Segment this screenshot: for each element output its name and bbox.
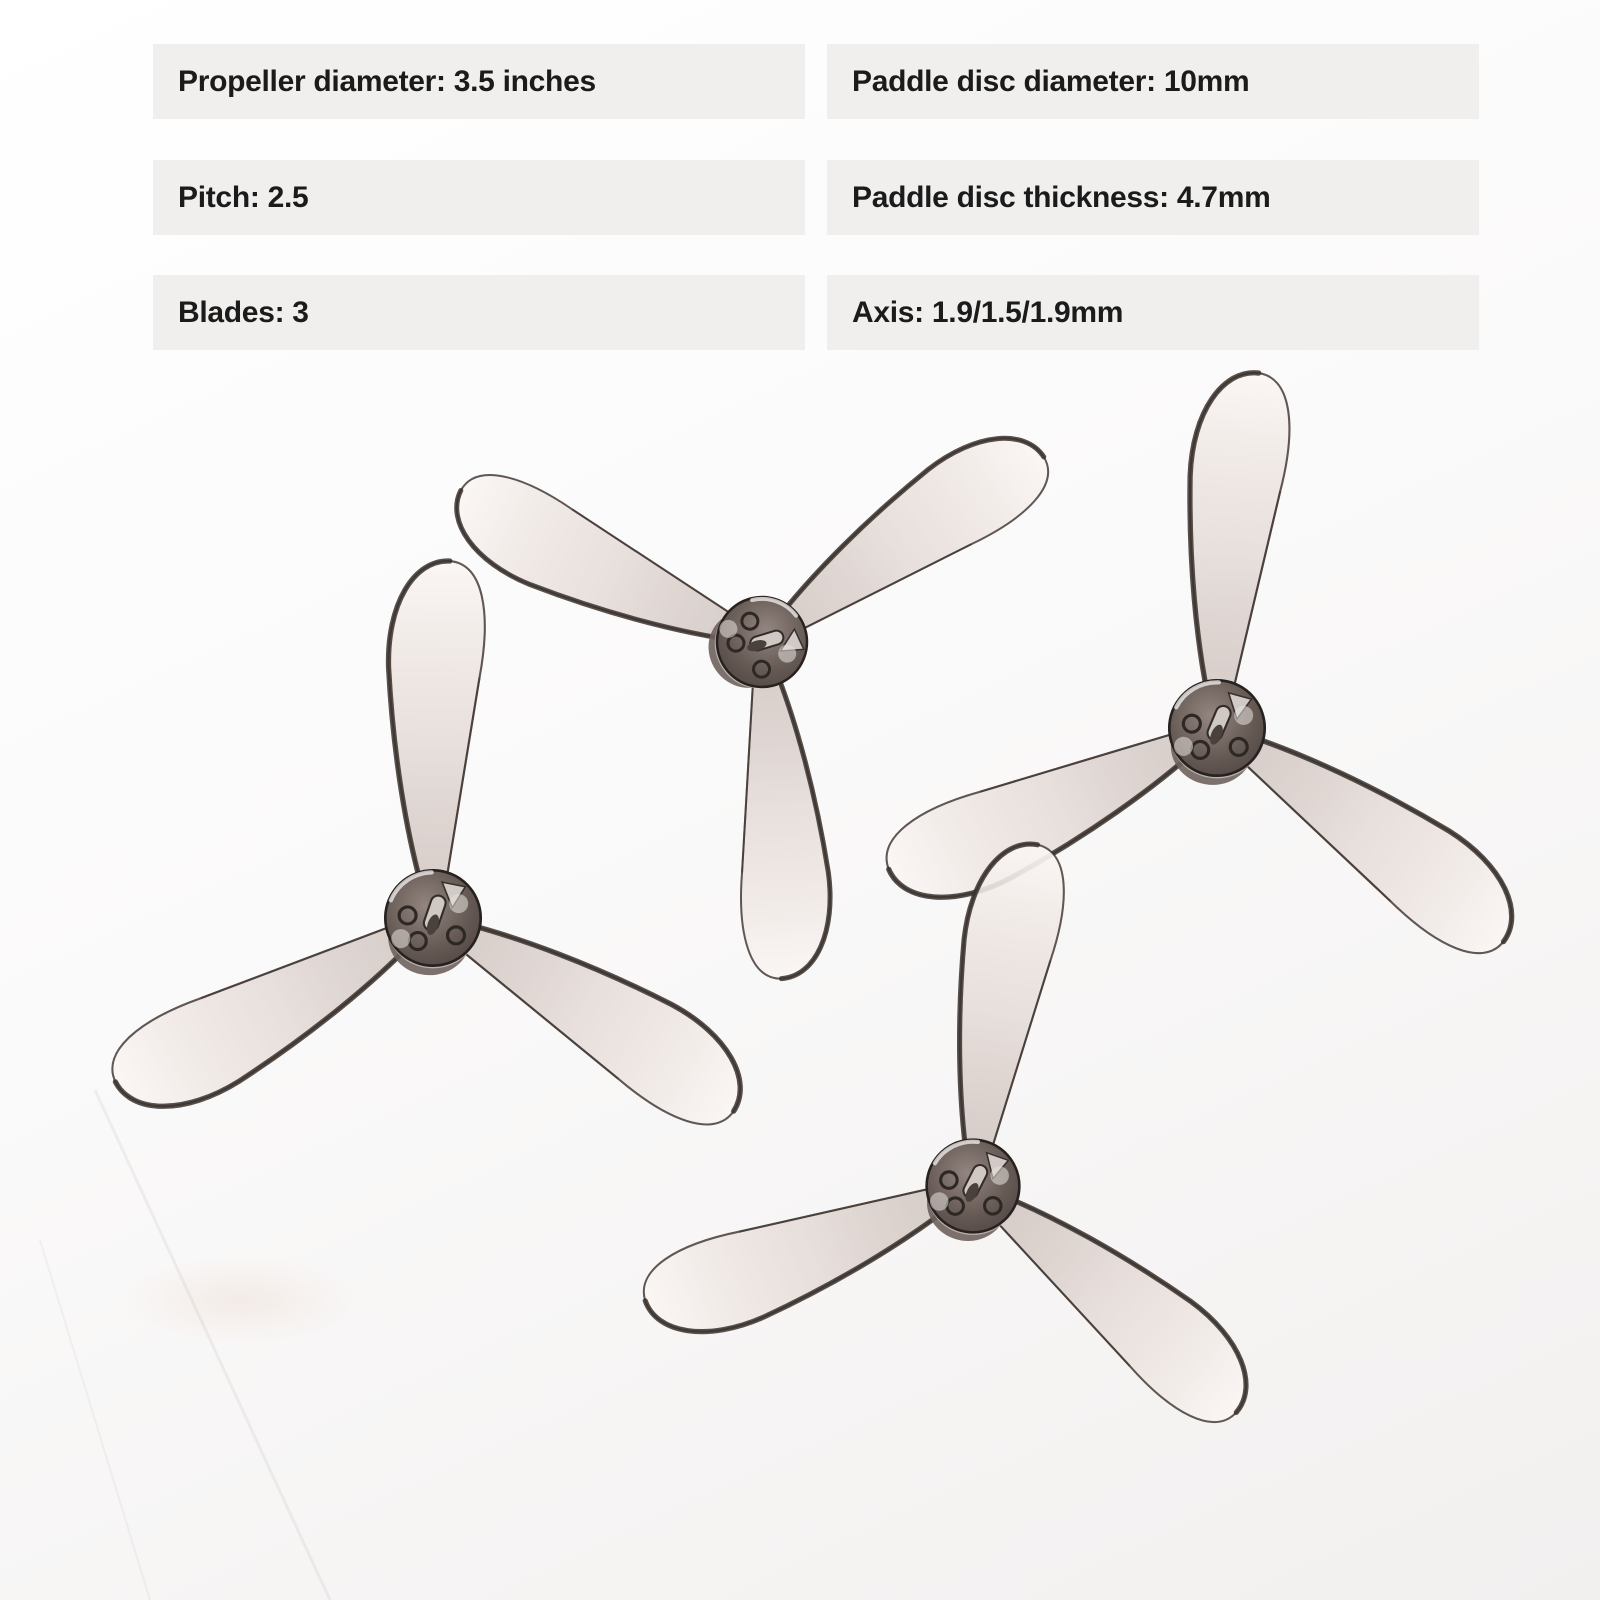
- spec-disc-thickness-label: Paddle disc thickness: 4.7mm: [852, 180, 1271, 214]
- spec-axis-label: Axis: 1.9/1.5/1.9mm: [852, 295, 1124, 329]
- spec-propeller-diameter-label: Propeller diameter: 3.5 inches: [178, 64, 596, 98]
- backdrop-scratch: [95, 1090, 330, 1600]
- propeller-bottom-center: [620, 793, 1348, 1449]
- spec-bar-disc-diameter: [827, 44, 1479, 119]
- spec-bar-disc-thickness: [827, 160, 1479, 235]
- spec-bar-pitch: [153, 160, 805, 235]
- spec-disc-diameter-label: Paddle disc diameter: 10mm: [852, 64, 1250, 98]
- spec-bar-axis: [827, 275, 1479, 350]
- propeller-right: [866, 343, 1580, 977]
- backdrop-smudge: [120, 1255, 360, 1345]
- spec-bar-propeller-diameter: [153, 44, 805, 119]
- spec-blades-label: Blades: 3: [178, 295, 309, 329]
- spec-bar-blades: [153, 275, 805, 350]
- spec-pitch-label: Pitch: 2.5: [178, 180, 309, 214]
- propeller-left: [96, 555, 773, 1145]
